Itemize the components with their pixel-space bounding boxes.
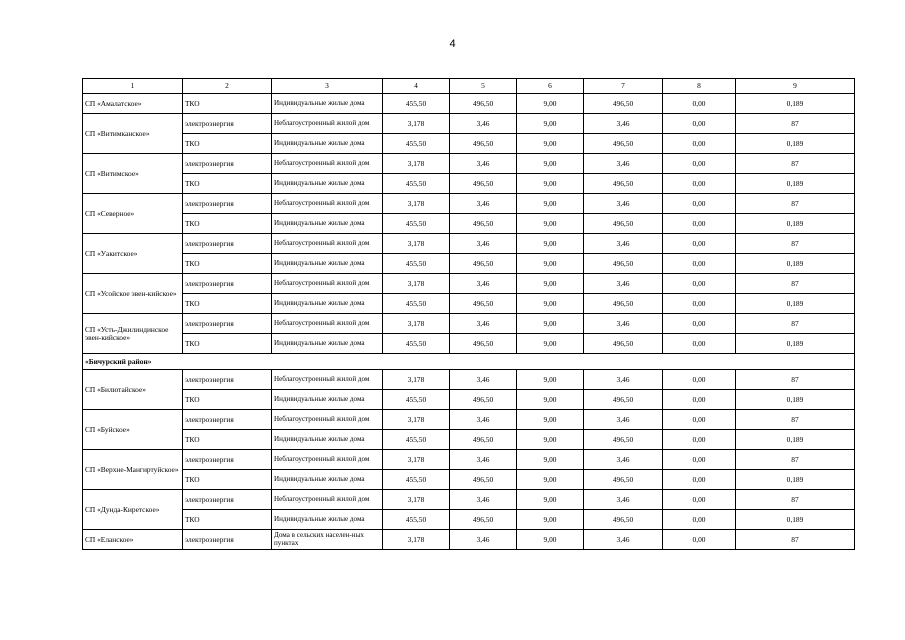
value-cell: 3,178: [383, 274, 450, 294]
value-cell: 0,00: [663, 214, 736, 234]
value-cell: 87: [736, 410, 855, 430]
table-row: [83, 430, 855, 450]
value-cell: 0,00: [663, 470, 736, 490]
resource-cell: электроэнергия: [183, 274, 272, 294]
resource-cell: электроэнергия: [183, 530, 272, 550]
value-cell: 87: [736, 370, 855, 390]
table-row: [83, 94, 855, 114]
value-cell: 496,50: [584, 134, 663, 154]
table-row: [83, 194, 855, 214]
value-cell: 0,00: [663, 174, 736, 194]
housing-type-cell: Неблагоустроенный жилой дом: [272, 274, 383, 294]
value-cell: 3,46: [450, 490, 517, 510]
value-cell: 3,46: [584, 530, 663, 550]
value-cell: 87: [736, 234, 855, 254]
value-cell: 455,50: [383, 294, 450, 314]
table-row: [83, 214, 855, 234]
value-cell: 0,00: [663, 114, 736, 134]
housing-type-cell: Индивидуальные жилые дома: [272, 510, 383, 530]
settlement-cell: СП «Уакитское»: [83, 234, 183, 274]
value-cell: 3,178: [383, 114, 450, 134]
settlement-cell: СП «Витимканское»: [83, 114, 183, 154]
value-cell: 496,50: [450, 174, 517, 194]
value-cell: 0,00: [663, 314, 736, 334]
value-cell: 0,00: [663, 134, 736, 154]
value-cell: 0,189: [736, 334, 855, 354]
header-cell: 4: [383, 79, 450, 94]
value-cell: 87: [736, 274, 855, 294]
table-row: [83, 274, 855, 294]
settlement-cell: СП «Верхне-Мангиртуйское»: [83, 450, 183, 490]
table-row: [83, 234, 855, 254]
value-cell: 3,46: [584, 154, 663, 174]
value-cell: 455,50: [383, 510, 450, 530]
value-cell: 0,189: [736, 470, 855, 490]
housing-type-cell: Индивидуальные жилые дома: [272, 390, 383, 410]
settlement-cell: СП «Еланское»: [83, 530, 183, 550]
value-cell: 496,50: [450, 294, 517, 314]
resource-cell: электроэнергия: [183, 234, 272, 254]
value-cell: 9,00: [517, 510, 584, 530]
table-row: [83, 390, 855, 410]
resource-cell: электроэнергия: [183, 490, 272, 510]
value-cell: 9,00: [517, 410, 584, 430]
value-cell: 3,46: [584, 490, 663, 510]
value-cell: 87: [736, 314, 855, 334]
value-cell: 496,50: [450, 334, 517, 354]
value-cell: 0,00: [663, 510, 736, 530]
value-cell: 9,00: [517, 134, 584, 154]
value-cell: 496,50: [450, 390, 517, 410]
value-cell: 87: [736, 490, 855, 510]
resource-cell: ТКО: [183, 254, 272, 274]
value-cell: 0,00: [663, 530, 736, 550]
value-cell: 3,46: [450, 410, 517, 430]
housing-type-cell: Индивидуальные жилые дома: [272, 174, 383, 194]
resource-cell: электроэнергия: [183, 194, 272, 214]
housing-type-cell: Индивидуальные жилые дома: [272, 334, 383, 354]
district-row: [83, 354, 855, 370]
value-cell: 496,50: [584, 254, 663, 274]
value-cell: 0,189: [736, 390, 855, 410]
value-cell: 3,46: [450, 194, 517, 214]
value-cell: 87: [736, 450, 855, 470]
housing-type-cell: Дома в сельских населен-ных пунктах: [272, 530, 383, 550]
housing-type-cell: Неблагоустроенный жилой дом: [272, 234, 383, 254]
value-cell: 0,189: [736, 510, 855, 530]
housing-type-cell: Неблагоустроенный жилой дом: [272, 154, 383, 174]
value-cell: 496,50: [450, 254, 517, 274]
value-cell: 455,50: [383, 134, 450, 154]
value-cell: 9,00: [517, 314, 584, 334]
value-cell: 3,178: [383, 194, 450, 214]
housing-type-cell: Индивидуальные жилые дома: [272, 470, 383, 490]
district-heading: «Бичурский район»: [83, 354, 855, 370]
value-cell: 3,178: [383, 370, 450, 390]
settlement-cell: СП «Северное»: [83, 194, 183, 234]
table-row: [83, 314, 855, 334]
housing-type-cell: Индивидуальные жилые дома: [272, 134, 383, 154]
resource-cell: ТКО: [183, 334, 272, 354]
value-cell: 9,00: [517, 154, 584, 174]
value-cell: 0,00: [663, 154, 736, 174]
value-cell: 3,178: [383, 314, 450, 334]
value-cell: 0,00: [663, 390, 736, 410]
value-cell: 3,178: [383, 490, 450, 510]
table-row: [83, 334, 855, 354]
value-cell: 9,00: [517, 490, 584, 510]
value-cell: 0,00: [663, 490, 736, 510]
housing-type-cell: Неблагоустроенный жилой дом: [272, 194, 383, 214]
value-cell: 496,50: [584, 390, 663, 410]
resource-cell: ТКО: [183, 174, 272, 194]
value-cell: 0,189: [736, 134, 855, 154]
settlement-cell: СП «Дунда-Киретское»: [83, 490, 183, 530]
header-cell: 7: [584, 79, 663, 94]
value-cell: 9,00: [517, 334, 584, 354]
value-cell: 0,189: [736, 214, 855, 234]
value-cell: 9,00: [517, 274, 584, 294]
resource-cell: ТКО: [183, 510, 272, 530]
value-cell: 0,00: [663, 94, 736, 114]
housing-type-cell: Индивидуальные жилые дома: [272, 214, 383, 234]
resource-cell: ТКО: [183, 94, 272, 114]
value-cell: 496,50: [584, 334, 663, 354]
table-row: [83, 154, 855, 174]
header-cell: 8: [663, 79, 736, 94]
value-cell: 496,50: [450, 214, 517, 234]
value-cell: 3,46: [584, 194, 663, 214]
value-cell: 0,00: [663, 254, 736, 274]
value-cell: 3,178: [383, 154, 450, 174]
value-cell: 496,50: [450, 134, 517, 154]
value-cell: 496,50: [450, 94, 517, 114]
value-cell: 3,46: [584, 450, 663, 470]
table-row: [83, 450, 855, 470]
value-cell: 87: [736, 194, 855, 214]
value-cell: 496,50: [450, 470, 517, 490]
resource-cell: электроэнергия: [183, 154, 272, 174]
housing-type-cell: Неблагоустроенный жилой дом: [272, 370, 383, 390]
value-cell: 496,50: [584, 430, 663, 450]
resource-cell: электроэнергия: [183, 370, 272, 390]
value-cell: 9,00: [517, 234, 584, 254]
value-cell: 9,00: [517, 370, 584, 390]
value-cell: 0,00: [663, 234, 736, 254]
settlement-cell: СП «Буйское»: [83, 410, 183, 450]
value-cell: 0,00: [663, 274, 736, 294]
table-row: [83, 294, 855, 314]
value-cell: 455,50: [383, 470, 450, 490]
value-cell: 0,189: [736, 430, 855, 450]
settlement-cell: СП «Усойское эвен-кийское»: [83, 274, 183, 314]
value-cell: 0,00: [663, 430, 736, 450]
value-cell: 0,00: [663, 370, 736, 390]
table-row: [83, 134, 855, 154]
value-cell: 3,46: [584, 234, 663, 254]
value-cell: 3,46: [584, 314, 663, 334]
page-number: 4: [449, 38, 456, 50]
value-cell: 0,00: [663, 410, 736, 430]
tariff-table: [82, 78, 855, 550]
table-row: [83, 410, 855, 430]
value-cell: 0,189: [736, 94, 855, 114]
value-cell: 9,00: [517, 530, 584, 550]
value-cell: 455,50: [383, 390, 450, 410]
housing-type-cell: Индивидуальные жилые дома: [272, 254, 383, 274]
value-cell: 9,00: [517, 430, 584, 450]
value-cell: 0,00: [663, 294, 736, 314]
housing-type-cell: Неблагоустроенный жилой дом: [272, 314, 383, 334]
value-cell: 496,50: [584, 174, 663, 194]
header-cell: 3: [272, 79, 383, 94]
header-cell: 5: [450, 79, 517, 94]
value-cell: 3,178: [383, 450, 450, 470]
value-cell: 496,50: [450, 430, 517, 450]
value-cell: 9,00: [517, 114, 584, 134]
value-cell: 496,50: [450, 510, 517, 530]
resource-cell: ТКО: [183, 294, 272, 314]
value-cell: 3,46: [584, 370, 663, 390]
value-cell: 455,50: [383, 214, 450, 234]
housing-type-cell: Индивидуальные жилые дома: [272, 94, 383, 114]
table-body: [83, 79, 855, 550]
value-cell: 87: [736, 154, 855, 174]
table-row: [83, 370, 855, 390]
resource-cell: ТКО: [183, 390, 272, 410]
table-row: [83, 174, 855, 194]
table-row: [83, 254, 855, 274]
value-cell: 496,50: [584, 94, 663, 114]
value-cell: 496,50: [584, 294, 663, 314]
value-cell: 9,00: [517, 390, 584, 410]
value-cell: 3,46: [450, 274, 517, 294]
value-cell: 9,00: [517, 450, 584, 470]
value-cell: 3,178: [383, 234, 450, 254]
value-cell: 3,46: [450, 154, 517, 174]
value-cell: 496,50: [584, 510, 663, 530]
value-cell: 9,00: [517, 194, 584, 214]
value-cell: 0,189: [736, 254, 855, 274]
value-cell: 455,50: [383, 254, 450, 274]
value-cell: 455,50: [383, 334, 450, 354]
value-cell: 496,50: [584, 214, 663, 234]
table-row: [83, 510, 855, 530]
value-cell: 3,46: [584, 410, 663, 430]
value-cell: 0,189: [736, 294, 855, 314]
value-cell: 3,46: [450, 370, 517, 390]
value-cell: 3,46: [450, 314, 517, 334]
value-cell: 9,00: [517, 214, 584, 234]
settlement-cell: СП «Амалатское»: [83, 94, 183, 114]
header-cell: 9: [736, 79, 855, 94]
housing-type-cell: Неблагоустроенный жилой дом: [272, 114, 383, 134]
value-cell: 496,50: [584, 470, 663, 490]
value-cell: 3,46: [450, 530, 517, 550]
table-row: [83, 530, 855, 550]
header-cell: 2: [183, 79, 272, 94]
value-cell: 9,00: [517, 470, 584, 490]
value-cell: 3,178: [383, 410, 450, 430]
value-cell: 455,50: [383, 174, 450, 194]
value-cell: 87: [736, 114, 855, 134]
table-row: [83, 490, 855, 510]
resource-cell: ТКО: [183, 470, 272, 490]
value-cell: 9,00: [517, 254, 584, 274]
settlement-cell: СП «Билютайское»: [83, 370, 183, 410]
value-cell: 455,50: [383, 94, 450, 114]
housing-type-cell: Неблагоустроенный жилой дом: [272, 450, 383, 470]
value-cell: 3,178: [383, 530, 450, 550]
resource-cell: ТКО: [183, 430, 272, 450]
value-cell: 3,46: [450, 234, 517, 254]
housing-type-cell: Индивидуальные жилые дома: [272, 430, 383, 450]
header-row: [83, 79, 855, 94]
value-cell: 0,00: [663, 450, 736, 470]
settlement-cell: СП «Усть-Джилиндинское эвен-кийское»: [83, 314, 183, 354]
header-cell: 1: [83, 79, 183, 94]
value-cell: 9,00: [517, 294, 584, 314]
settlement-cell: СП «Витимское»: [83, 154, 183, 194]
value-cell: 3,46: [450, 450, 517, 470]
resource-cell: электроэнергия: [183, 450, 272, 470]
value-cell: 455,50: [383, 430, 450, 450]
value-cell: 0,00: [663, 334, 736, 354]
value-cell: 87: [736, 530, 855, 550]
resource-cell: электроэнергия: [183, 114, 272, 134]
value-cell: 0,189: [736, 174, 855, 194]
resource-cell: электроэнергия: [183, 314, 272, 334]
housing-type-cell: Неблагоустроенный жилой дом: [272, 410, 383, 430]
resource-cell: ТКО: [183, 214, 272, 234]
resource-cell: ТКО: [183, 134, 272, 154]
table-row: [83, 470, 855, 490]
value-cell: 9,00: [517, 94, 584, 114]
housing-type-cell: Индивидуальные жилые дома: [272, 294, 383, 314]
header-cell: 6: [517, 79, 584, 94]
value-cell: 3,46: [584, 114, 663, 134]
value-cell: 9,00: [517, 174, 584, 194]
value-cell: 3,46: [450, 114, 517, 134]
housing-type-cell: Неблагоустроенный жилой дом: [272, 490, 383, 510]
resource-cell: электроэнергия: [183, 410, 272, 430]
table-row: [83, 114, 855, 134]
value-cell: 0,00: [663, 194, 736, 214]
value-cell: 3,46: [584, 274, 663, 294]
